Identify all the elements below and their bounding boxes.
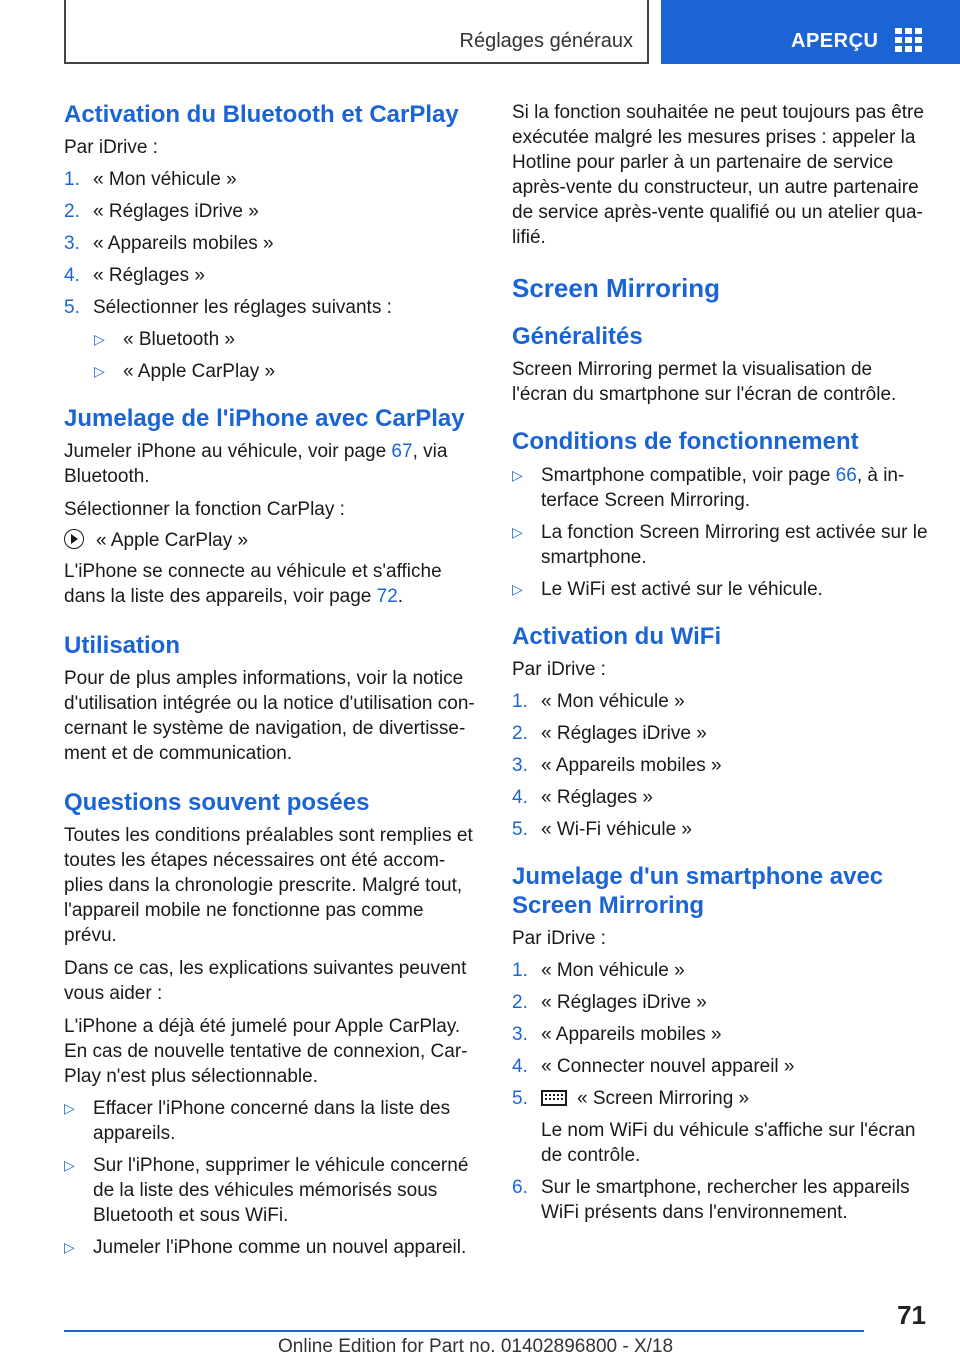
footer-divider [64, 1330, 864, 1332]
right-column [512, 100, 928, 1225]
faq-bullets [64, 1096, 480, 1260]
page-number: 71 [897, 1300, 926, 1330]
paragraph: L'iPhone a déjà été jumelé pour Apple CarPlay. En cas de nouvelle tentative de connexion, Car-Play n'est plus sélectionnable. [64, 1016, 468, 1087]
list-item: ▷ Effacer l'iPhone concerné dans la liste des appareils. [64, 1098, 451, 1144]
section-title-bluetooth: Activation du Bluetooth et CarPlay [64, 101, 459, 128]
list-item: 4. « Réglages » [64, 265, 205, 286]
header-section-tab [64, 0, 649, 64]
paragraph: Dans ce cas, les explications suivantes peuvent vous aider : [64, 958, 467, 1004]
section-title-general: Généralités [512, 323, 643, 350]
list-item: 5. « Wi-Fi véhicule » [512, 819, 692, 840]
list-item: ▷ « Apple CarPlay » [94, 361, 276, 382]
list-item: 2. « Réglages iDrive » [512, 723, 707, 744]
section-title-wifi: Activation du WiFi [512, 623, 722, 650]
paragraph: Pour de plus amples informations, voir la notice d'utilisation intégrée ou la notice d'utilisation con-cernant le système de navigation, de divertisse-ment et de communication. [64, 668, 475, 764]
list-item: ▷ Le WiFi est activé sur le véhicule. [512, 579, 823, 600]
list-item: 1. « Mon véhicule » [512, 960, 685, 981]
list-item: ▷ Jumeler l'iPhone comme un nouvel appareil. [64, 1237, 467, 1258]
list-item: 6. Sur le smartphone, rechercher les appareils WiFi présents dans l'environnement. [512, 1177, 910, 1223]
paragraph: Si la fonction souhaitée ne peut toujours pas être exécutée malgré les mesures prises : appeler la Hotline pour parler à un partenaire de service après-vente du constructeur, un autre partenaire de service après-vente qualifié ou un atelier qua-lifié. [512, 102, 924, 248]
page-link[interactable]: 67 [391, 441, 413, 462]
list-item: ▷ « Bluetooth » [94, 329, 235, 350]
intro-text: Par iDrive : [512, 659, 606, 680]
section-title-faq: Questions souvent posées [64, 789, 370, 816]
play-circle-icon [64, 529, 84, 549]
section-title-pair-mirroring: Jumelage d'un smartphone avec Screen Mirroring [512, 863, 884, 919]
chapter-title-screen-mirroring: Screen Mirroring [512, 273, 721, 303]
list-item: ▷ Smartphone compatible, voir page 66, à in-terface Screen Mirroring. [512, 465, 905, 511]
intro-text: Par iDrive : [64, 137, 158, 158]
triangle-bullet-icon: ▷ [94, 363, 105, 379]
section-title-usage: Utilisation [64, 632, 181, 659]
step-note: Le nom WiFi du véhicule s'affiche sur l'écran de contrôle. [541, 1120, 916, 1166]
left-column [64, 100, 480, 1260]
intro-text: Par iDrive : [512, 928, 606, 949]
list-item: 3. « Appareils mobiles » [64, 233, 274, 254]
grid-menu-icon [895, 28, 923, 54]
wifi-steps-list [512, 689, 928, 842]
list-item: 1. « Mon véhicule » [64, 169, 237, 190]
list-item: 1. « Mon véhicule » [512, 691, 685, 712]
list-item: 3. « Appareils mobiles » [512, 1024, 722, 1045]
list-item: ▷ Sur l'iPhone, supprimer le véhicule concerné de la liste des véhicules mémorisés sous Bluetooth et sous WiFi. [64, 1155, 469, 1226]
list-item: ▷ La fonction Screen Mirroring est activée sur le smartphone. [512, 522, 928, 568]
triangle-bullet-icon: ▷ [512, 524, 523, 540]
section-title-pairing: Jumelage de l'iPhone avec CarPlay [64, 405, 465, 432]
list-item: 4. « Réglages » [512, 787, 653, 808]
mirroring-steps-list-cont [512, 1175, 928, 1225]
screen-mirroring-icon [541, 1090, 567, 1106]
sub-options-list [64, 327, 480, 384]
section-title-conditions: Conditions de fonctionnement [512, 428, 859, 455]
steps-list [64, 167, 480, 320]
header-section-title: Réglages généraux [459, 30, 633, 52]
paragraph: Toutes les conditions préalables sont remplies et toutes les étapes nécessaires ont été accom-plies dans la chronologie prescrite. Malgré tout, l'appareil mobile ne fonctionne pas comme prévu. [64, 825, 473, 946]
triangle-bullet-icon: ▷ [64, 1100, 75, 1116]
apercu-label: APERÇU [791, 30, 879, 52]
paragraph: Screen Mirroring permet la visualisation de l'écran du smartphone sur l'écran de contrôle. [512, 359, 897, 405]
list-item: 2. « Réglages iDrive » [512, 992, 707, 1013]
paragraph: Jumeler iPhone au véhicule, voir page 67, via Bluetooth. [64, 441, 448, 487]
list-item: 3. « Appareils mobiles » [512, 755, 722, 776]
conditions-list [512, 463, 928, 602]
paragraph: L'iPhone se connecte au véhicule et s'affiche dans la liste des appareils, voir page 72. [64, 561, 442, 607]
apercu-button[interactable] [661, 0, 960, 64]
triangle-bullet-icon: ▷ [94, 331, 105, 347]
footer-edition: Online Edition for Part no. 01402896800 - X/18 [278, 1336, 674, 1357]
triangle-bullet-icon: ▷ [64, 1157, 75, 1173]
list-item: 2. « Réglages iDrive » [64, 201, 259, 222]
triangle-bullet-icon: ▷ [512, 581, 523, 597]
list-item: 5. Sélectionner les réglages suivants : [64, 297, 392, 318]
triangle-bullet-icon: ▷ [64, 1239, 75, 1255]
list-item: 4. « Connecter nouvel appareil » [512, 1056, 795, 1077]
page-link[interactable]: 72 [376, 586, 398, 607]
list-item: 5. « Screen Mirroring » [512, 1088, 750, 1109]
paragraph: Sélectionner la fonction CarPlay : [64, 499, 345, 520]
carplay-option: « Apple CarPlay » [64, 528, 480, 553]
page-link[interactable]: 66 [835, 465, 857, 486]
mirroring-steps-list [512, 958, 928, 1111]
triangle-bullet-icon: ▷ [512, 467, 523, 483]
